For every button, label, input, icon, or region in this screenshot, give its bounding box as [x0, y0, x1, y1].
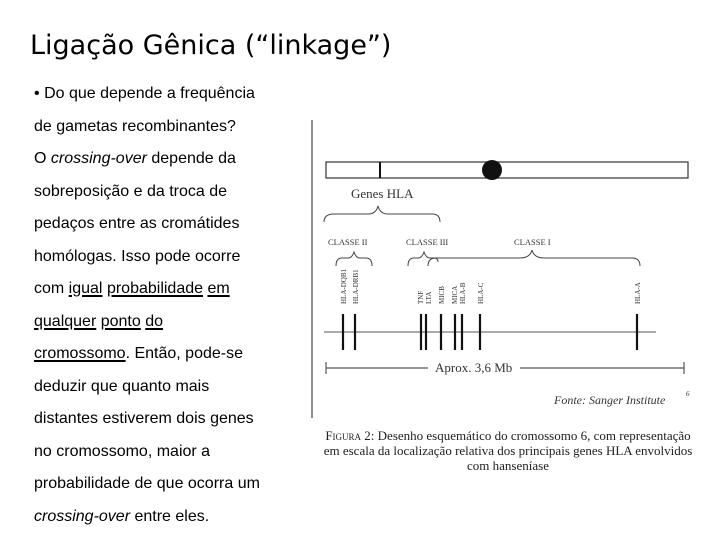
classe-ii-brace — [336, 252, 372, 266]
underlined-word: do — [145, 312, 164, 330]
gene-label-micb: MICB — [438, 286, 446, 304]
text-line — [34, 501, 304, 534]
underlined-word: probabilidade — [106, 280, 204, 297]
classe-i-brace — [428, 250, 640, 266]
genes-hla-label: Genes HLA — [351, 186, 414, 201]
classe-ii-label: CLASSE II — [328, 237, 368, 247]
text-line: deduzir que quanto mais — [34, 377, 210, 395]
gene-label-hla-b: HLA-B — [459, 282, 467, 304]
text-line: pedaços entre as cromátides — [34, 215, 240, 232]
gene-label-hla-dqb1: HLA-DQB1 — [340, 269, 348, 304]
text-line: homólogas. Isso pode ocorre — [34, 247, 241, 265]
underlined-word: qualquer — [34, 312, 97, 330]
emphasis-crossing-over: crossing-over — [34, 507, 131, 525]
gene-label-mica: MICA — [451, 285, 459, 304]
text-line: distantes estiverem dois genes — [34, 410, 254, 427]
text-segment: O — [34, 150, 51, 167]
text-line: probabilidade de que ocorra um — [34, 475, 260, 492]
text-line — [34, 78, 304, 111]
source-superscript: 6 — [686, 390, 690, 398]
centromere-icon — [482, 160, 502, 180]
underlined-word: cromossomo — [34, 345, 126, 362]
genes-hla-brace — [324, 206, 440, 222]
chromosome-diagram — [310, 118, 700, 428]
emphasis-crossing-over: crossing-over — [50, 150, 147, 167]
text-line — [34, 273, 304, 306]
underlined-word: em — [207, 280, 230, 297]
body-text — [34, 78, 304, 533]
text-line — [34, 338, 304, 371]
text-segment: entre eles. — [130, 507, 210, 525]
text-segment: . Então, pode-se — [125, 345, 243, 362]
text-line: no cromossomo, maior a — [34, 442, 211, 460]
text-segment: com — [34, 280, 69, 297]
text-line — [34, 306, 304, 339]
gene-label-hla-drb1: HLA-DRB1 — [352, 269, 360, 304]
text-line — [34, 143, 304, 176]
question-line-1: Do que depende a frequência — [44, 85, 255, 102]
slide-title: Ligação Gênica (“linkage”) — [30, 30, 392, 61]
question-line-2: de gametas recombinantes? — [34, 117, 236, 135]
gene-label-tnf: TNF — [417, 290, 425, 304]
classe-iii-brace — [408, 252, 438, 266]
classe-iii-label: CLASSE III — [406, 237, 449, 247]
source-label: Fonte: Sanger Institute — [554, 393, 666, 407]
gene-label-hla-c: HLA-C — [477, 282, 485, 304]
text-segment: depende da — [146, 150, 236, 167]
underlined-word: ponto — [100, 312, 141, 330]
scale-label: Aprox. 3,6 Mb — [435, 360, 513, 375]
bullet-icon: • — [34, 85, 40, 102]
gene-label-lta: LTA — [425, 291, 433, 304]
caption-figure-number: Figura 2: — [325, 428, 375, 443]
gene-label-hla-a: HLA-A — [634, 282, 642, 304]
underlined-word: igual — [68, 280, 103, 297]
figure-caption — [318, 428, 698, 473]
caption-text: Desenho esquemático do cromossomo 6, com representação em escala da localização relativa dos principais genes HLA envolvidos com hanseníase — [323, 428, 693, 473]
classe-i-label: CLASSE I — [514, 237, 551, 247]
text-line: sobreposição e da troca de — [34, 182, 228, 200]
